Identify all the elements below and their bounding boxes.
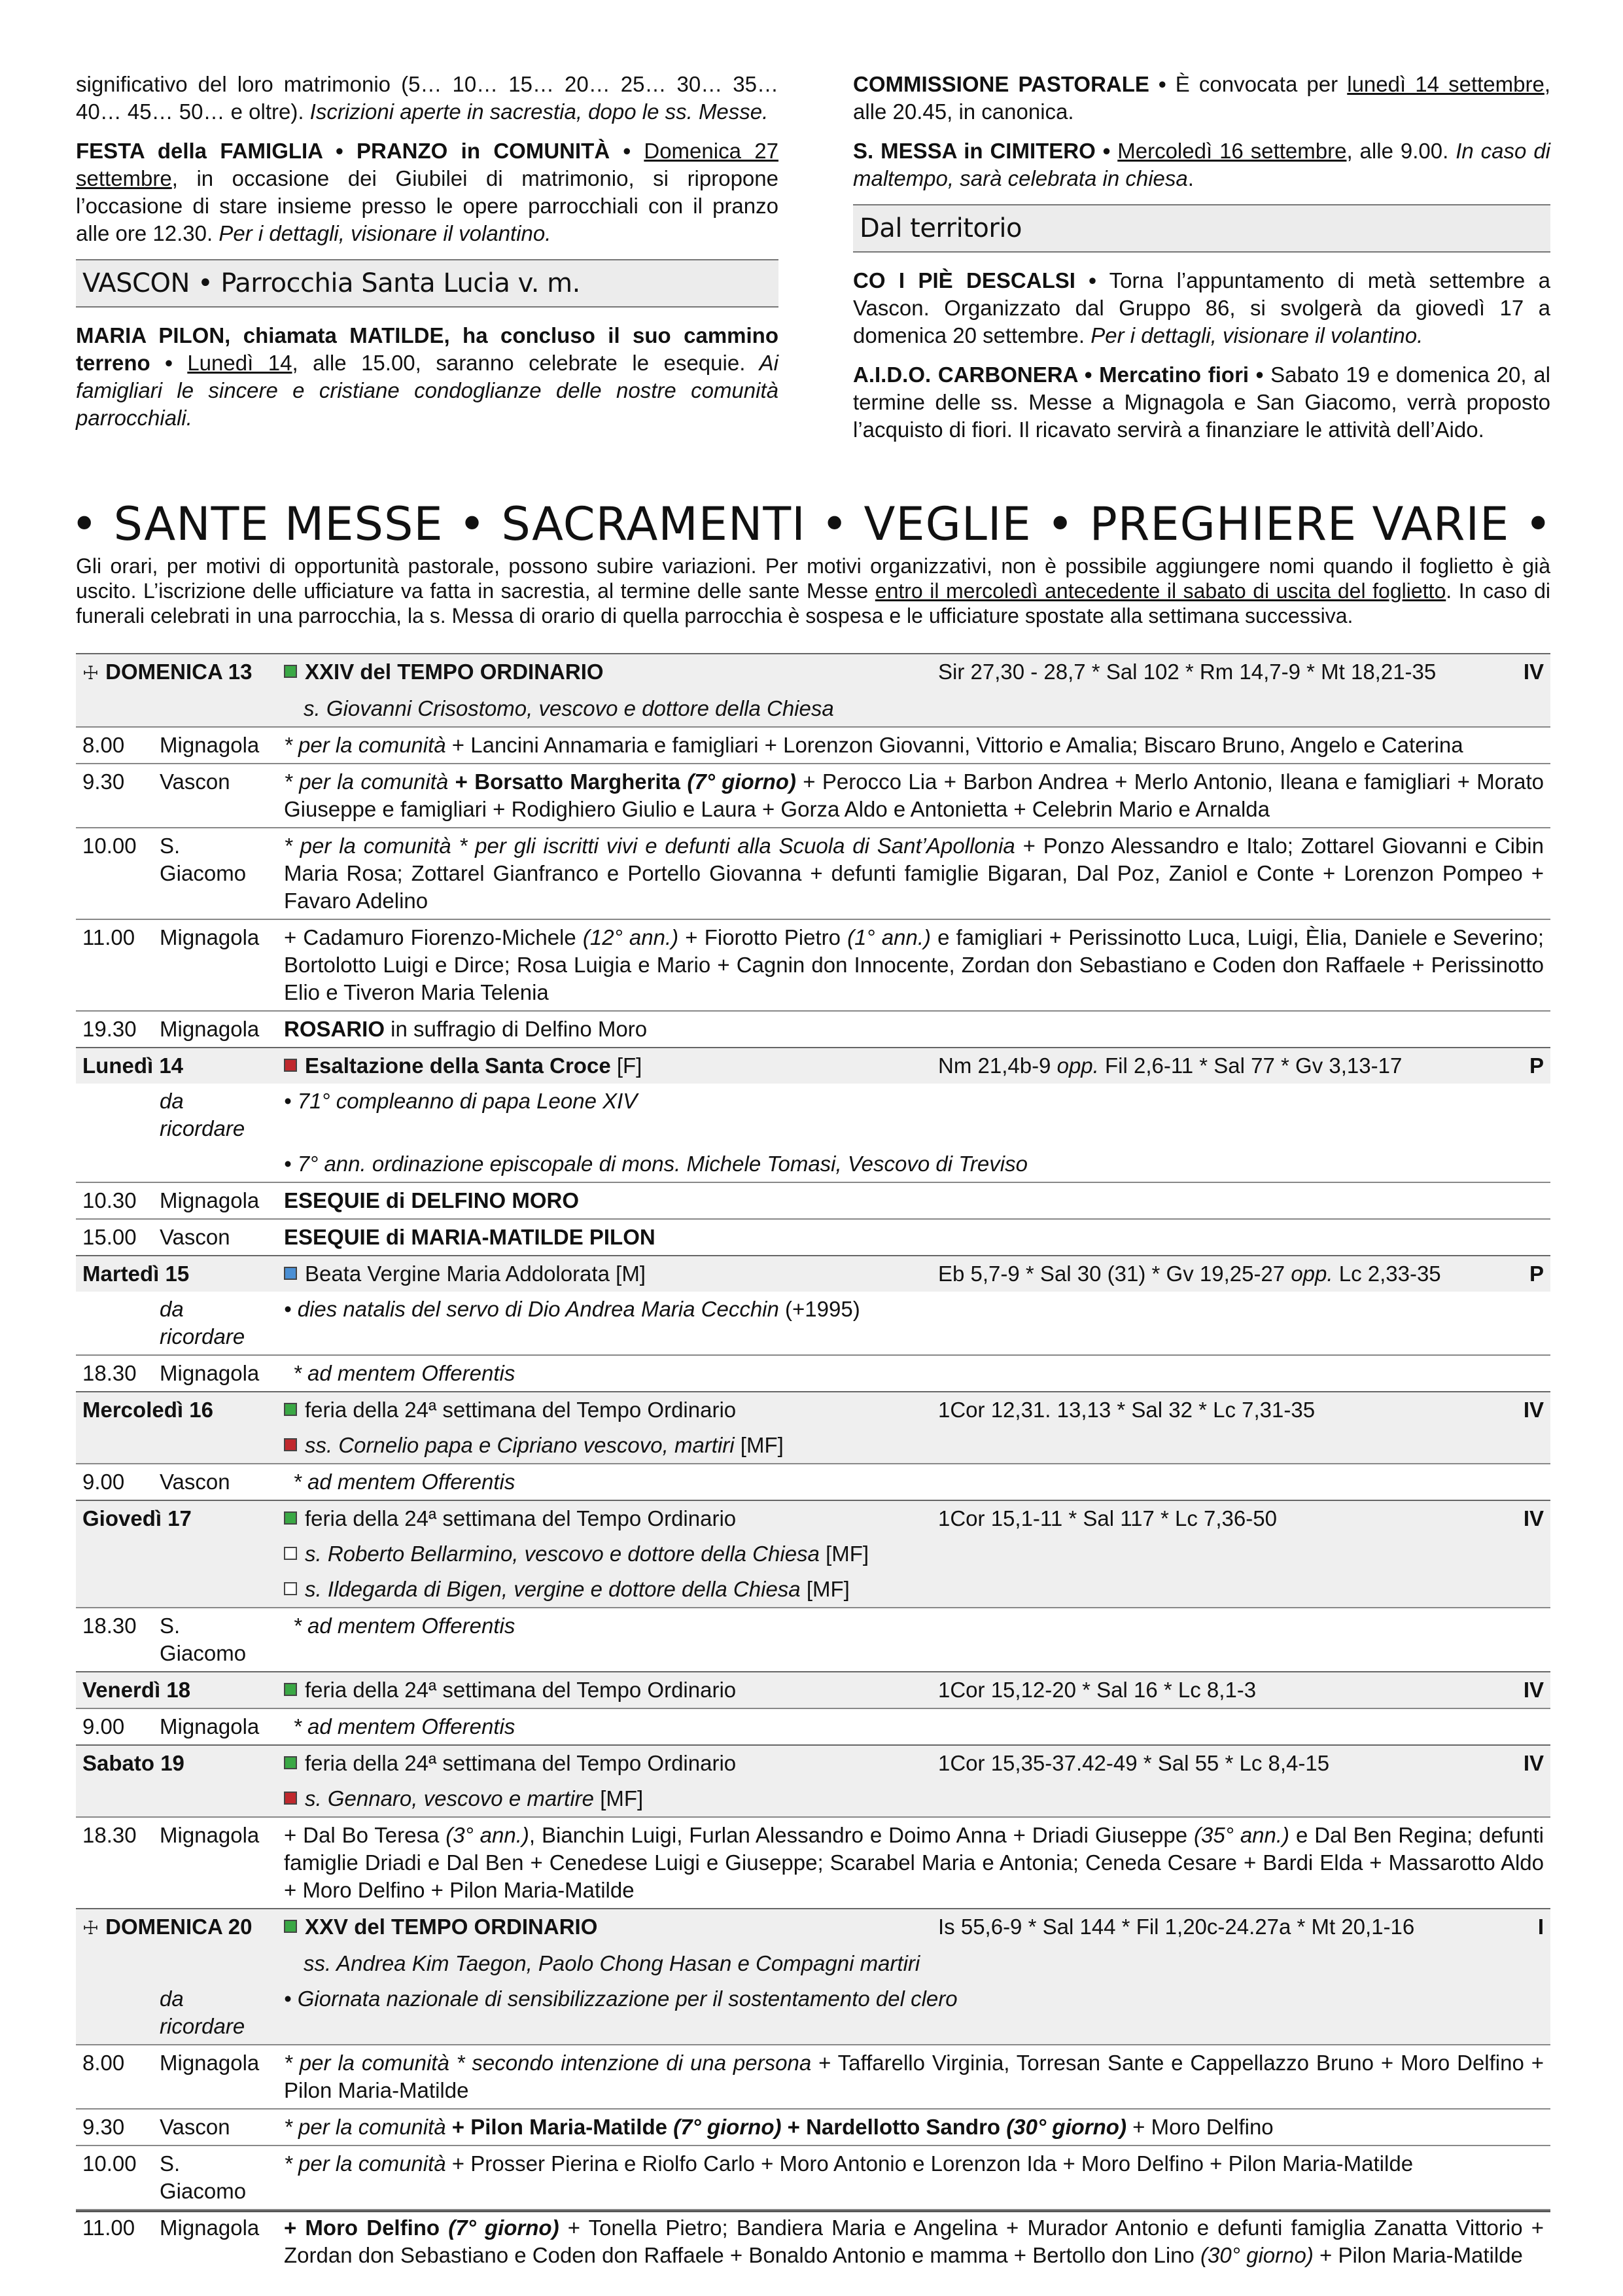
white-square-icon (284, 1547, 297, 1560)
remember-row: da ricordare • dies natalis del servo di Dio Andrea Maria Cecchin (+1995) (160, 1297, 860, 1349)
mass-row: 11.00 Mignagola + Cadamuro Fiorenzo-Michele (12° ann.) + Fiorotto Pietro (1° ann.) e famigliari + Perissinotto Luca, Luigi, Èlia, Daniele e Severino; Bortolotto Luigi e Dirce; Rosa Luigia e Mario + Cagnin don Innocente, Zordan don Sebastiano e Coden don Raffaele + Perissinotto Elio e Tiveron Maria Telenia (76, 919, 1550, 1011)
day-row-domenica-20: ☩ DOMENICA 20 XXV del TEMPO ORDINARIO Is 55,6-9 * Sal 144 * Fil 1,20c-24.27a * Mt 20,1-16 I (76, 1909, 1550, 1946)
day-row-sabato-19: Sabato 19 feria della 24ª settimana del Tempo Ordinario 1Cor 15,35-37.42-49 * Sal 55 * Lc 8,4-15 IV (76, 1745, 1550, 1781)
day-row-lunedi-14: Lunedì 14 Esaltazione della Santa Croce [F] Nm 21,4b-9 opp. Fil 2,6-11 * Sal 77 * Gv 3,13-17 P (76, 1048, 1550, 1084)
day-row-martedi-15: Martedì 15 Beata Vergine Maria Addolorata [M] Eb 5,7-9 * Sal 30 (31) * Gv 19,25-27 opp. Lc 2,33-35 P (76, 1256, 1550, 1292)
pilon-paragraph: MARIA PILON, chiamata MATILDE, ha concluso il suo cammino terreno • Lunedì 14, alle 15.00, saranno celebrate le esequie. Ai famigliari le sincere e cristiane condoglianze delle nostre comunità parrocchiali. (76, 323, 778, 430)
day-saint-row: s. Giovanni Crisostomo, vescovo e dottore della Chiesa (76, 691, 1550, 727)
mass-row: 9.30 Vascon * per la comunità + Pilon Maria-Matilde (7° giorno) + Nardellotto Sandro (30° giorno) + Moro Delfino (76, 2109, 1550, 2146)
mass-row: 10.00 S. Giacomo * per la comunità + Prosser Pierina e Riolfo Carlo + Moro Antonio e Lorenzon Ida + Moro Delfino + Pilon Maria-Matilde (76, 2146, 1550, 2210)
mass-row: 9.00 Vascon * ad mentem Offerentis (76, 1464, 1550, 1500)
left-column (76, 71, 778, 444)
mass-row: 9.00 Mignagola * ad mentem Offerentis (76, 1708, 1550, 1745)
right-column (853, 71, 1550, 455)
masses-banner: • SANTE MESSE • SACRAMENTI • VEGLIE • PREGHIERE VARIE • (71, 497, 1552, 551)
vascon-section-header: VASCON • Parrocchia Santa Lucia v. m. (76, 259, 778, 308)
green-square-icon (284, 665, 297, 678)
white-square-icon (284, 1582, 297, 1595)
day-saint-row: s. Ildegarda di Bigen, vergine e dottore della Chiesa [MF] (76, 1572, 1550, 1608)
red-square-icon (284, 1059, 297, 1072)
cemetery-mass-paragraph: S. MESSA in CIMITERO • Mercoledì 16 settembre, alle 9.00. In caso di maltempo, sarà celebrata in chiesa. (853, 139, 1551, 190)
green-square-icon (284, 1511, 297, 1525)
remember-row: • 7° ann. ordinazione episcopale di mons. Michele Tomasi, Vescovo di Treviso (284, 1152, 1028, 1176)
red-square-icon (284, 1438, 297, 1451)
mass-row: 18.30 S. Giacomo * ad mentem Offerentis (76, 1608, 1550, 1672)
red-square-icon (284, 1792, 297, 1805)
remember-row: da ricordare • Giornata nazionale di sensibilizzazione per il sostentamento del clero (76, 1981, 1550, 2045)
mass-row: 18.30 Mignagola + Dal Bo Teresa (3° ann.), Bianchin Luigi, Furlan Alessandro e Doimo Anna + Driadi Giuseppe (35° ann.) e Dal Ben Regina; defunti famiglie Driadi e Dal Ben + Cenedese Luigi e Giuseppe; Scarabel Maria e Antonia; Ceneda Cesare + Bardi Elda + Massarotto Aldo + Moro Delfino + Pilon Maria-Matilde (76, 1817, 1550, 1909)
remember-row: da ricordare • 71° compleanno di papa Leone XIV (160, 1089, 638, 1140)
bottom-rule (76, 2210, 1550, 2212)
jubilee-paragraph: significativo del loro matrimonio (5… 10… 15… 20… 25… 30… 35… 40… 45… 50… e oltre). Iscrizioni aperte in sacrestia, dopo le ss. Messe. (76, 72, 778, 124)
mass-schedule-table (76, 653, 1550, 2273)
aido-paragraph: A.I.D.O. CARBONERA • Mercatino fiori • Sabato 19 e domenica 20, al termine delle ss. Messe a Mignagola e San Giacomo, verrà proposto l’acquisto di fiori. Il ricavato servirà a finanziare le attività dell’Aido. (853, 362, 1550, 442)
mass-row: 15.00 Vascon ESEQUIE di MARIA-MATILDE PILON (76, 1219, 1550, 1256)
mass-row: 8.00 Mignagola * per la comunità + Lancini Annamaria e famigliari + Lorenzon Giovanni, Vittorio e Amalia; Biscaro Bruno, Angelo e Caterina (76, 727, 1550, 764)
mass-row: 10.00 S. Giacomo * per la comunità * per gli iscritti vivi e defunti alla Scuola di Sant’Apollonia + Ponzo Alessandro e Italo; Zottarel Giovanni e Cibin Maria Rosa; Zottarel Gianfranco e Portello Giovanna + defunti famiglie Bigaran, Dal Poz, Zaniol e Conte + Lorenzon Pompeo + Favaro Adelino (76, 828, 1550, 919)
cross-icon: ☩ (82, 662, 99, 684)
green-square-icon (284, 1683, 297, 1696)
barefoot-paragraph: CO I PIÈ DESCALSI • Torna l’appuntamento di metà settembre a Vascon. Organizzato dal Gruppo 86, si svolgerà da giovedì 17 a domenica 20 settembre. Per i dettagli, visionare il volantino. (853, 268, 1550, 347)
day-saint-row: ss. Andrea Kim Taegon, Paolo Chong Hasan e Compagni martiri (76, 1946, 1550, 1981)
day-row-giovedi-17: Giovedì 17 feria della 24ª settimana del Tempo Ordinario 1Cor 15,1-11 * Sal 117 * Lc 7,36-50 IV (76, 1500, 1550, 1536)
intro-notice: Gli orari, per motivi di opportunità pastorale, possono subire variazioni. Per motivi organizzativi, non è possibile aggiungere nomi quando il foglietto è già uscito. L’iscrizione delle ufficiature va fatta in sacrestia, al termine delle sante Messe entro il mercoledì antecedente il sabato di uscita del foglietto. In caso di funerali celebrati in una parrocchia, la s. Messa di orario di quella parrocchia è sospesa e le ufficiature spostate alla settimana successiva. (76, 554, 1551, 627)
mass-row: 11.00 Mignagola + Moro Delfino (7° giorno) + Tonella Pietro; Bandiera Maria e Angelina + Murador Antonio e defunti famiglia Zanatta Vittorio + Zordan don Sebastiano e Coden don Raffaele + Bonaldo Antonio e mamma + Bertollo don Lino (30° giorno) + Pilon Maria-Matilde (76, 2210, 1550, 2273)
day-row-mercoledi-16: Mercoledì 16 feria della 24ª settimana del Tempo Ordinario 1Cor 12,31. 13,13 * Sal 32 * Lc 7,31-35 IV (76, 1392, 1550, 1428)
commission-paragraph: COMMISSIONE PASTORALE • È convocata per lunedì 14 settembre, alle 20.45, in canonica. (853, 72, 1550, 124)
day-row-domenica-13: ☩ DOMENICA 13 XXIV del TEMPO ORDINARIO Sir 27,30 - 28,7 * Sal 102 * Rm 14,7-9 * Mt 18,21-35 IV (76, 654, 1550, 691)
green-square-icon (284, 1756, 297, 1769)
mass-row: 9.30 Vascon * per la comunità + Borsatto Margherita (7° giorno) + Perocco Lia + Barbon Andrea + Merlo Antonio, Ileana e famigliari + Morato Giuseppe e famigliari + Rodighiero Giulio e Laura + Gorza Aldo e Antonietta + Celebrin Mario e Arnalda (76, 764, 1550, 828)
family-feast-paragraph: FESTA della FAMIGLIA • PRANZO in COMUNITÀ • Domenica 27 settembre, in occasione dei Giubilei di matrimonio, si ripropone l’occasione di stare insieme presso le opere parrocchiali con il pranzo alle ore 12.30. Per i dettagli, visionare il volantino. (76, 139, 778, 245)
day-row-venerdi-18: Venerdì 18 feria della 24ª settimana del Tempo Ordinario 1Cor 15,12-20 * Sal 16 * Lc 8,1-3 IV (76, 1672, 1550, 1708)
mass-row: 10.30 Mignagola ESEQUIE di DELFINO MORO (76, 1182, 1550, 1219)
day-saint-row: s. Gennaro, vescovo e martire [MF] (76, 1781, 1550, 1817)
green-square-icon (284, 1920, 297, 1933)
day-saint-row: s. Roberto Bellarmino, vescovo e dottore della Chiesa [MF] (76, 1536, 1550, 1572)
green-square-icon (284, 1403, 297, 1416)
day-saint-row: ss. Cornelio papa e Cipriano vescovo, martiri [MF] (76, 1428, 1550, 1464)
mass-row: 18.30 Mignagola * ad mentem Offerentis (76, 1355, 1550, 1392)
territory-section-header: Dal territorio (853, 204, 1550, 253)
top-columns (76, 71, 1550, 476)
mass-row: 8.00 Mignagola * per la comunità * secondo intenzione di una persona + Taffarello Virginia, Torresan Sante e Cappellazzo Bruno + Moro Delfino + Pilon Maria-Matilde (76, 2045, 1550, 2109)
mass-row: 19.30 Mignagola ROSARIO in suffragio di Delfino Moro (76, 1011, 1550, 1048)
blue-square-icon (284, 1267, 297, 1280)
cross-icon: ☩ (82, 1917, 99, 1939)
